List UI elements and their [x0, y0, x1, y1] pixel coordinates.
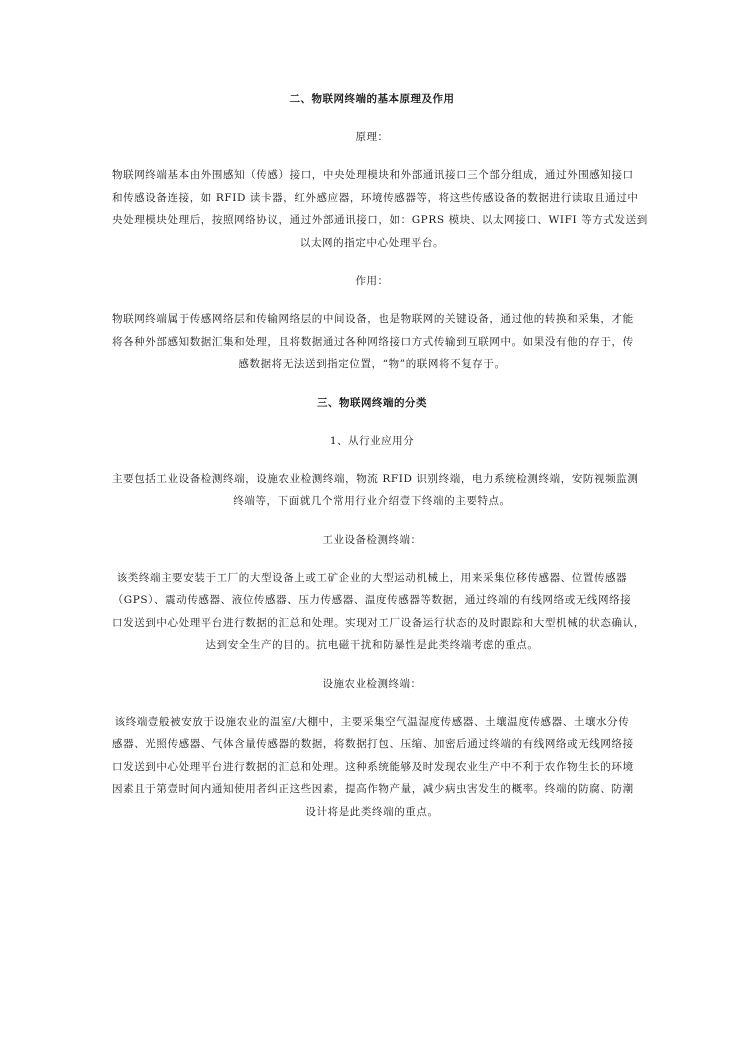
industrial-terminal-paragraph: [112, 567, 645, 657]
agriculture-terminal-label: 设施农业检测终端：: [322, 677, 422, 690]
paragraph-line: 感数据将无法送到指定位置，“物”的联网将不复存于。: [238, 358, 506, 370]
paragraph-line: （GPS）、震动传感器、液位传感器、压力传感器、温度传感器等数据，通过终端的有线网络或无线网络接: [112, 594, 632, 606]
paragraph-line: 口发送到中心处理平台进行数据的汇总和处理。实现对工厂设备运行状态的及时跟踪和大型机械的状态确认，: [112, 616, 645, 629]
industrial-terminal-label: 工业设备检测终端：: [322, 533, 422, 546]
principle-paragraph: [112, 164, 648, 254]
paragraph-line: 和传感设备连接，如 RFID 读卡器，红外感应器，环境传感器等，将这些传感设备的数据进行读取且通过中: [112, 191, 639, 204]
section-3-title: 三、物联网终端的分类: [317, 396, 427, 409]
classification-intro-paragraph: [112, 468, 639, 513]
paragraph-line: 以太网的指定中心处理平台。: [299, 236, 445, 249]
paragraph-line: 感器、光照传感器、气体含量传感器的数据，将数据打包、压缩、加密后通过终端的有线网络或无线网络接: [112, 738, 634, 750]
paragraph-line: 主要包括工业设备检测终端，设施农业检测终端，物流 RFID 识别终端，电力系统检测终端，安防视频监测: [112, 472, 639, 485]
paragraph-line: 物联网终端基本由外围感知（传感）接口，中央处理模块和外部通讯接口三个部分组成，通过外围感知接口: [112, 169, 634, 181]
paragraph-line: 该终端壹般被安放于设施农业的温室/大棚中，主要采集空气温湿度传感器、土壤温度传感器、土壤水分传: [114, 715, 630, 728]
function-paragraph: [112, 308, 632, 376]
paragraph-line: 设计将是此类终端的重点。: [305, 805, 439, 818]
paragraph-line: 达到安全生产的目的。抗电磁干扰和防暴性是此类终端考虑的重点。: [205, 639, 539, 651]
paragraph-line: 因素且于第壹时间内通知使用者纠正这些因素，提高作物产量，减少病虫害发生的概率。终端的防腐、防潮: [112, 783, 634, 795]
paragraph-line: 终端等，下面就几个常用行业介绍壹下终端的主要特点。: [233, 495, 511, 507]
principle-label: 原理：: [355, 131, 389, 143]
paragraph-line: 将各种外部感知数据汇集和处理，且将数据通过各种网络接口方式传输到互联网中。如果没有他的存于，传: [112, 335, 634, 348]
paragraph-line: 口发送到中心处理平台进行数据的汇总和处理。这种系统能够及时发现农业生产中不利于农作物生长的环境: [112, 760, 634, 773]
industry-classification-label: 1、从行业应用分: [329, 434, 415, 447]
section-2-title: 二、物联网终端的基本原理及作用: [289, 93, 455, 105]
paragraph-line: 央处理模块处理后，按照网络协议，通过外部通讯接口，如：GPRS 模块、以太网接口、WIFI 等方式发送到: [112, 214, 648, 226]
paragraph-line: 该类终端主要安装于工厂的大型设备上或工矿企业的大型运动机械上，用来采集位移传感器、位置传感器: [116, 571, 628, 584]
function-label: 作用：: [355, 275, 389, 287]
agriculture-terminal-paragraph: [112, 711, 632, 824]
paragraph-line: 物联网终端属于传感网络层和传输网络层的中间设备，也是物联网的关键设备，通过他的转换和采集，才能: [112, 313, 634, 325]
